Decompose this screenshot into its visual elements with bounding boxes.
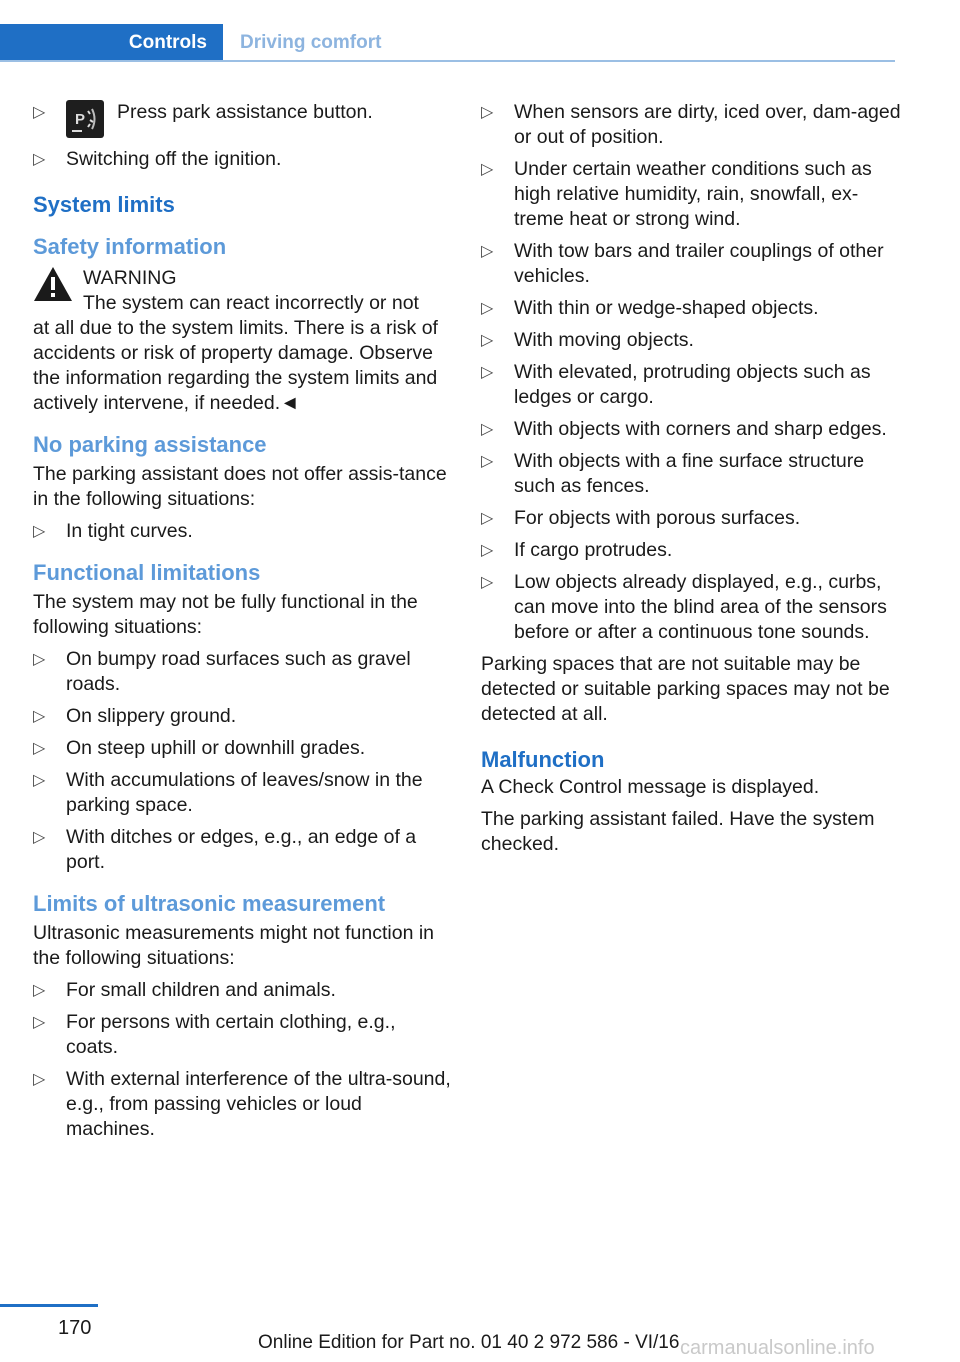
bullet-icon: ▷ — [481, 332, 494, 349]
tab-driving-comfort[interactable]: Driving comfort — [240, 31, 382, 53]
list-item: ▷ For objects with porous surfaces. — [481, 507, 801, 529]
bullet-icon: ▷ — [481, 453, 494, 470]
page-number: 170 — [58, 1317, 92, 1339]
bullet-icon: ▷ — [33, 772, 46, 789]
warning-body: at all due to the system limits. There is a risk of accidents or risk of property damage. Observe the information regarding the system limits and actively intervene, if needed.◄ — [33, 317, 438, 414]
bullet-icon: ▷ — [481, 161, 494, 178]
malfunction-text-2: The parking assistant failed. Have the system checked. — [481, 808, 875, 855]
right-column — [481, 100, 901, 864]
list-item: ▷ With thin or wedge-shaped objects. — [481, 297, 819, 319]
no-parking-intro: The parking assistant does not offer assis‐tance in the following situations: — [33, 463, 447, 510]
parking-spaces-note: Parking spaces that are not suitable may be detected or suitable parking spaces may not be detected at all. — [481, 653, 890, 725]
bullet-icon: ▷ — [33, 651, 46, 668]
bullet-icon: ▷ — [481, 574, 494, 591]
list-item: ▷ For small children and animals. — [33, 979, 336, 1001]
list-item: ▷ For persons with certain clothing, e.g., coats. — [33, 1011, 396, 1058]
list-item: ▷ With moving objects. — [481, 329, 694, 351]
page-header — [0, 24, 895, 62]
header-divider — [0, 60, 895, 62]
list-item: ▷ If cargo protrudes. — [481, 539, 673, 561]
safety-information-heading: Safety information — [33, 234, 227, 259]
list-item — [33, 100, 451, 140]
ignition-off-text: Switching off the ignition. — [66, 148, 282, 170]
list-item — [33, 147, 451, 172]
bullet-icon: ▷ — [33, 1071, 46, 1088]
bullet-icon: ▷ — [33, 1014, 46, 1031]
bullet-icon: ▷ — [33, 740, 46, 757]
footer-rule — [0, 1304, 98, 1307]
bullet-icon: ▷ — [33, 523, 46, 540]
bullet-icon: ▷ — [33, 708, 46, 725]
functional-intro: The system may not be fully functional in the following situations: — [33, 591, 418, 638]
no-parking-assistance-heading: No parking assistance — [33, 432, 267, 457]
bullet-icon: ▷ — [33, 982, 46, 999]
list-item: ▷ Low objects already displayed, e.g., curbs, can move into the blind area of the sensors before or after a continuous tone sounds. — [481, 571, 887, 643]
ultrasonic-limits-heading: Limits of ultrasonic measurement — [33, 891, 386, 916]
bullet-icon: ▷ — [33, 829, 46, 846]
bullet-icon: ▷ — [481, 364, 494, 381]
bullet-icon: ▷ — [481, 421, 494, 438]
ultrasonic-intro: Ultrasonic measurements might not function in the following situations: — [33, 922, 435, 969]
malfunction-text-1: A Check Control message is displayed. — [481, 776, 820, 798]
bullet-icon: ▷ — [481, 300, 494, 317]
bullet-icon: ▷ — [481, 510, 494, 527]
left-column — [33, 100, 451, 1149]
bullet-icon: ▷ — [33, 151, 46, 168]
edition-text: Online Edition for Part no. 01 40 2 972 586 - VI/16 — [258, 1332, 680, 1353]
list-item: ▷ With objects with corners and sharp edges. — [481, 418, 887, 440]
bullet-icon: ▷ — [481, 243, 494, 260]
functional-limitations-heading: Functional limitations — [33, 560, 261, 585]
bullet-icon: ▷ — [33, 104, 46, 121]
bullet-icon: ▷ — [481, 542, 494, 559]
list-item: ▷ On bumpy road surfaces such as gravel roads. — [33, 648, 411, 695]
warning-title: WARNING — [83, 267, 177, 289]
malfunction-heading: Malfunction — [481, 747, 605, 772]
list-item: ▷ With accumulations of leaves/snow in the parking space. — [33, 769, 423, 816]
park-assist-button-icon — [66, 100, 104, 138]
list-item: ▷ With objects with a fine surface structure such as fences. — [481, 450, 865, 497]
list-item: ▷ On steep uphill or downhill grades. — [33, 737, 366, 759]
bullet-icon: ▷ — [481, 104, 494, 121]
list-item: ▷ With tow bars and trailer couplings of other vehicles. — [481, 240, 884, 287]
list-item: ▷ With elevated, protruding objects such as ledges or cargo. — [481, 361, 871, 408]
system-limits-heading: System limits — [33, 192, 175, 217]
list-item: ▷ With external interference of the ultra‐sound, e.g., from passing vehicles or loud machines. — [33, 1068, 451, 1140]
list-item: ▷ On slippery ground. — [33, 705, 237, 727]
list-item: ▷ With ditches or edges, e.g., an edge of a port. — [33, 826, 417, 873]
warning-first-line: The system can react incorrectly or not — [83, 292, 419, 314]
warning-block — [33, 266, 451, 316]
warning-triangle-icon — [33, 266, 73, 302]
list-item: ▷ Under certain weather conditions such as high relative humidity, rain, snowfall, ex‐treme heat or strong wind. — [481, 158, 872, 230]
list-item: ▷ When sensors are dirty, iced over, dam‐aged or out of position. — [481, 101, 901, 148]
svg-text:P: P — [75, 111, 86, 128]
watermark: carmanualsonline.info — [680, 1337, 875, 1359]
list-item: ▷ In tight curves. — [33, 520, 193, 542]
press-park-assist-text: Press park assistance button. — [117, 101, 373, 123]
tab-controls[interactable]: Controls — [0, 24, 223, 60]
